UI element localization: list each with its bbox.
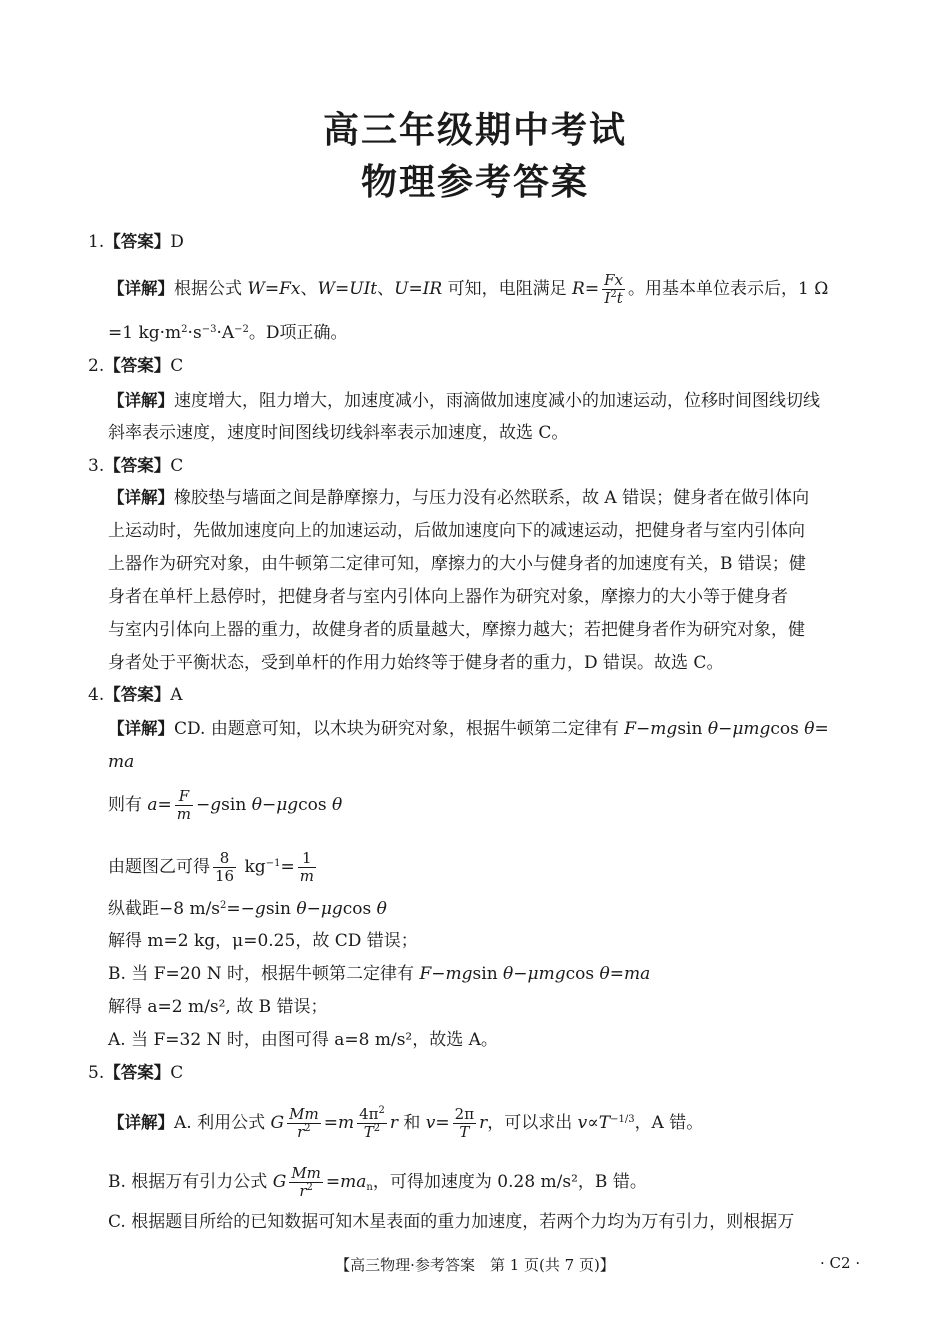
q4-detail-line4: 纵截距−8 $m/s^2=-gsin$ θ−μgcos θ [108,899,387,919]
q2-detail-line2: 斜率表示速度，速度时间图线切线斜率表示加速度，故选 C。 [108,423,569,443]
q2-detail-line1: 【详解】速度增大，阻力增大，加速度减小，雨滴做加速度减小的加速运动，位移时间图线切线 [108,391,820,411]
page-subtitle: 物理参考答案 [360,162,589,203]
q1-detail-line2: =1 $kg\cdot m^2\cdot s^{-3}\cdot A^{-2}$。D项正确。 [108,323,348,343]
page-footer: 【高三物理·参考答案 第 1 页(共 7 页)】 [335,1256,615,1274]
q3-detail-line1: 【详解】橡胶垫与墙面之间是静摩擦力，与压力没有必然联系，故 A 错误；健身者在做引体向 [108,488,810,508]
q5-answer-line: 5.【答案】C [88,1063,184,1083]
page-title: 高三年级期中考试 [322,110,627,151]
q2-answer-line: 2.【答案】C [88,356,184,376]
q3-detail-line5: 与室内引体向上器的重力，故健身者的质量越大，摩擦力越大；若把健身者作为研究对象，健 [108,620,805,640]
q4-detail-line1: 【详解】CD. 由题意可知，以木块为研究对象，根据牛顿第二定律有 F−mgsin θ−μmgcos θ= [108,719,829,739]
q3-detail-line3: 上器作为研究对象，由牛顿第二定律可知，摩擦力的大小与健身者的加速度有关，B 错误；健 [108,554,806,574]
page-code: · C2 · [820,1254,861,1272]
q3-answer-line: 3.【答案】C [88,456,184,476]
q1-detail-line1: 【详解】根据公式 W=Fx、W=UIt、U=IR 可知，电阻满足 R= $\frac{Fx}{I^2t}$ 。用基本单位表示后，1 Ω [108,271,829,307]
q5-detail-line2: B. 根据万有引力公式 G $\frac{Mm}{r^2}$ $=ma_n$，可得加速度为 0.28 m/s²，B 错。 [108,1164,647,1200]
q4-detail-line6: B. 当 F=20 N 时，根据牛顿第二定律有 F−mgsin θ−μmgcos θ=ma [108,964,651,984]
q4-detail-line5: 解得 m=2 kg，μ=0.25，故 CD 错误； [108,931,418,951]
q3-detail-line4: 身者在单杆上悬停时，把健身者与室内引体向上器作为研究对象，摩擦力的大小等于健身者 [108,587,788,607]
q1-answer-line: 1.【答案】D [88,232,184,252]
q4-answer-line: 4.【答案】A [88,685,183,705]
q1-fraction: $\frac{Fx}{I^2t}$ [604,271,623,307]
q3-detail-line6: 身者处于平衡状态，受到单杆的作用力始终等于健身者的重力，D 错误。故选 C。 [108,653,724,673]
q4-detail-line7: 解得 a=2 m/s², 故 B 错误； [108,997,328,1017]
q5-detail-line3: C. 根据题目所给的已知数据可知木星表面的重力加速度，若两个力均为万有引力，则根据万 [108,1212,795,1232]
q4-detail-line8: A. 当 F=32 N 时，由图可得 a=8 m/s²，故选 A。 [108,1030,498,1050]
q4-detail-line1-cont: ma [108,752,135,772]
q4-detail-line3: 由题图乙可得 $\frac{8}{16}$ $kg^{-1}=$ $\frac{1}{m}$ [108,849,314,885]
q5-detail-line1: 【详解】A. 利用公式 G $\frac{Mm}{r^2}$ =m $\frac{4\pi^2}{T^2}$ r 和 v= $\frac{2\pi}{T}$ r，可以求出 $v\propto T^{-1/3}$，A 错。 [108,1105,704,1141]
q3-detail-line2: 上运动时，先做加速度向上的加速运动，后做加速度向下的减速运动，把健身者与室内引体向 [108,521,805,541]
q4-detail-line2: 则有 a= $\frac{F}{m}$ −gsin θ−μgcos θ [108,787,343,823]
